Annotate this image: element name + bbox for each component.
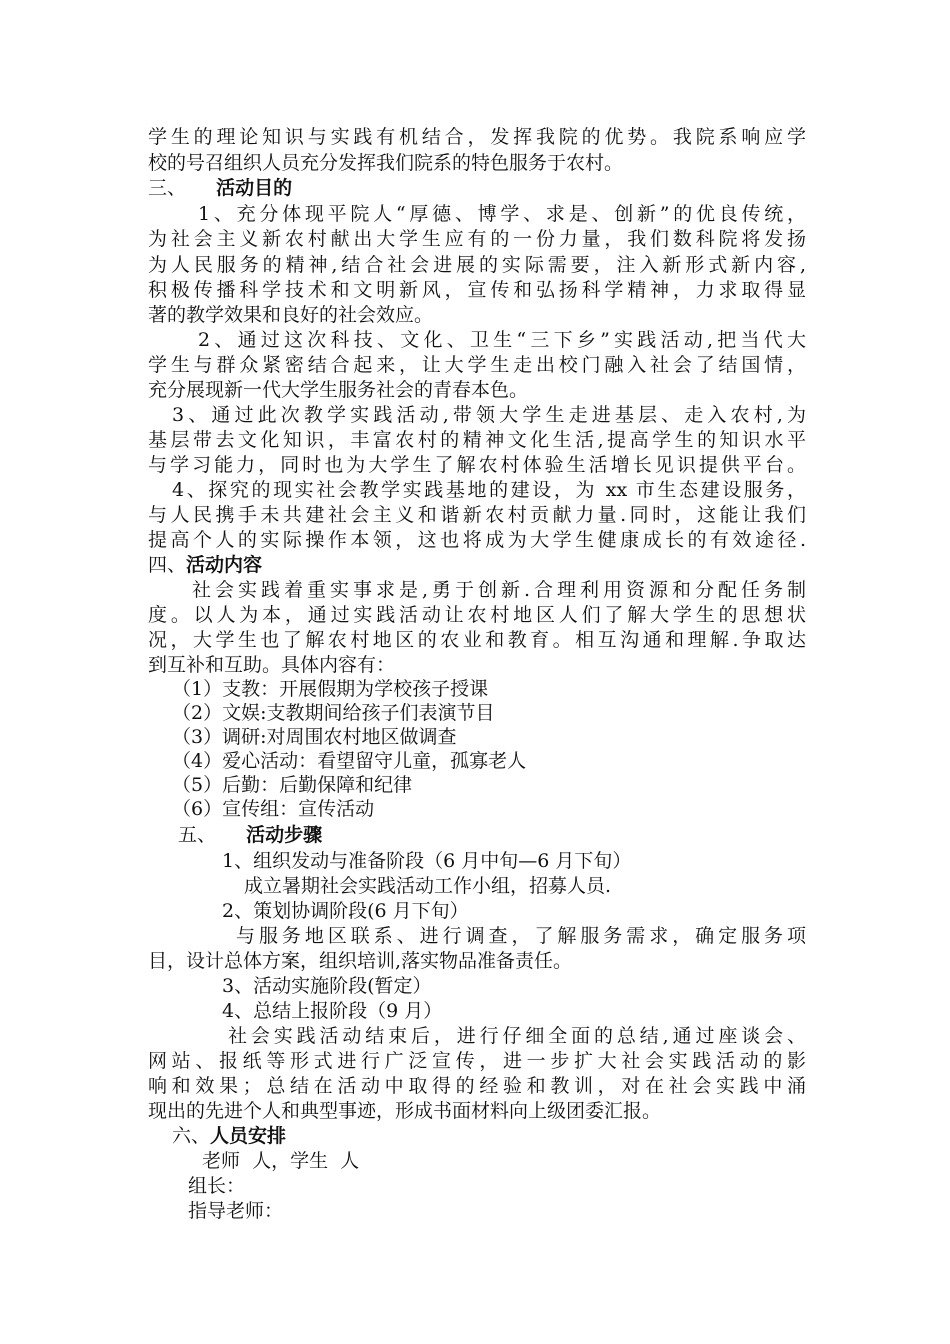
s3-p1-line-4: 积极传播科学技术和文明新风，宣传和弘扬科学精神，力求取得显: [148, 279, 806, 301]
s5-step-4-desc-line-3: 响和效果；总结在活动中取得的经验和教训，对在社会实践中涌: [148, 1075, 806, 1097]
intro-line-2: 校的号召组织人员充分发挥我们院系的特色服务于农村。: [148, 152, 624, 174]
s3-p2-line-1: 2、通过这次科技、文化、卫生“三下乡”实践活动,把当代大: [198, 329, 806, 351]
s3-p3-line-1: 3、通过此次教学实践活动,带领大学生走进基层、走入农村,为: [172, 404, 806, 426]
s4-p1-line-4: 到互补和互助。具体内容有：: [148, 654, 396, 676]
s6-staff-count: 老师 人，学生 人: [202, 1150, 360, 1172]
s3-p1-line-2: 为社会主义新农村献出大学生应有的一份力量，我们数科院将发扬: [148, 228, 806, 250]
s4-p1-line-1: 社会实践着重实事求是,勇于创新.合理利用资源和分配任务制: [192, 579, 806, 601]
s5-step-2-desc-line-2: 目，设计总体方案，组织培训,落实物品准备责任。: [148, 950, 573, 972]
s5-step-4: 4、总结上报阶段（9 月）: [222, 1000, 443, 1022]
s4-p1-line-3: 况，大学生也了解农村地区的农业和教育。相互沟通和理解.争取达: [148, 629, 806, 651]
s4-list-item-3: （3）调研:对周围农村地区做调查: [172, 726, 457, 748]
s3-p1-line-5: 著的教学效果和良好的社会效应。: [148, 304, 434, 326]
s4-list-item-5: （5）后勤：后勤保障和纪律: [172, 774, 413, 796]
s5-step-4-desc-line-1: 社会实践活动结束后，进行仔细全面的总结,通过座谈会、: [228, 1025, 806, 1047]
s3-p4-line-2: 与人民携手未共建社会主义和谐新农村贡献力量.同时，这能让我们: [148, 504, 806, 526]
section-3-number: 三、: [148, 177, 187, 199]
section-4-heading: [148, 552, 262, 578]
s6-leader: 组长：: [188, 1175, 246, 1197]
s3-p2-line-2: 学生与群众紧密结合起来，让大学生走出校门融入社会了结国情，: [148, 354, 806, 376]
s5-step-3: 3、活动实施阶段(暂定）: [222, 975, 432, 997]
s5-step-1-desc: 成立暑期社会实践活动工作小组，招募人员.: [244, 875, 612, 897]
s4-list-item-6: （6）宣传组：宣传活动: [172, 798, 375, 820]
s5-step-1: 1、组织发动与准备阶段（6 月中旬—6 月下旬）: [222, 850, 632, 872]
s5-step-2: 2、策划协调阶段(6 月下旬）: [222, 900, 469, 922]
s4-list-item-2: （2）文娱:支教期间给孩子们表演节目: [172, 702, 495, 724]
section-3-title: 活动目的: [216, 177, 293, 199]
s4-list-item-4: （4）爱心活动：看望留守儿童，孤寡老人: [172, 750, 527, 772]
section-5-heading: [178, 822, 322, 848]
section-6-number: 六、: [172, 1125, 211, 1147]
section-3-heading: [148, 175, 292, 201]
s5-step-2-desc-line-1: 与服务地区联系、进行调查，了解服务需求，确定服务项: [236, 925, 806, 947]
s3-p4-line-1: 4、探究的现实社会教学实践基地的建设，为 xx 市生态建设服务，: [172, 479, 806, 501]
s3-p4-line-3: 提高个人的实际操作本领，这也将成为大学生健康成长的有效途径.: [148, 529, 806, 551]
section-4-title: 活动内容: [186, 554, 263, 576]
s3-p3-line-3: 与学习能力，同时也为大学生了解农村体验生活增长见识提供平台。: [148, 454, 806, 476]
s3-p3-line-2: 基层带去文化知识，丰富农村的精神文化生活,提高学生的知识水平: [148, 429, 806, 451]
section-5-number: 五、: [178, 824, 217, 846]
section-6-heading: [172, 1123, 286, 1149]
s4-p1-line-2: 度。以人为本，通过实践活动让农村地区人们了解大学生的思想状: [148, 604, 806, 626]
s3-p2-line-3: 充分展现新一代大学生服务社会的青春本色。: [148, 379, 529, 401]
section-5-title: 活动步骤: [246, 824, 323, 846]
s5-step-4-desc-line-4: 现出的先进个人和典型事迹，形成书面材料向上级团委汇报。: [148, 1100, 662, 1122]
section-4-number: 四、: [148, 554, 187, 576]
s6-advisor: 指导老师：: [188, 1200, 284, 1222]
s5-step-4-desc-line-2: 网站、报纸等形式进行广泛宣传，进一步扩大社会实践活动的影: [148, 1050, 806, 1072]
s4-list-item-1: （1）支教：开展假期为学校孩子授课: [172, 678, 489, 700]
s3-p1-line-3: 为人民服务的精神,结合社会进展的实际需要，注入新形式新内容,: [148, 254, 806, 276]
intro-line-1: 学生的理论知识与实践有机结合，发挥我院的优势。我院系响应学: [148, 126, 806, 148]
s3-p1-line-1: 1、充分体现平院人“厚德、博学、求是、创新”的优良传统，: [198, 203, 806, 225]
section-6-title: 人员安排: [210, 1125, 287, 1147]
